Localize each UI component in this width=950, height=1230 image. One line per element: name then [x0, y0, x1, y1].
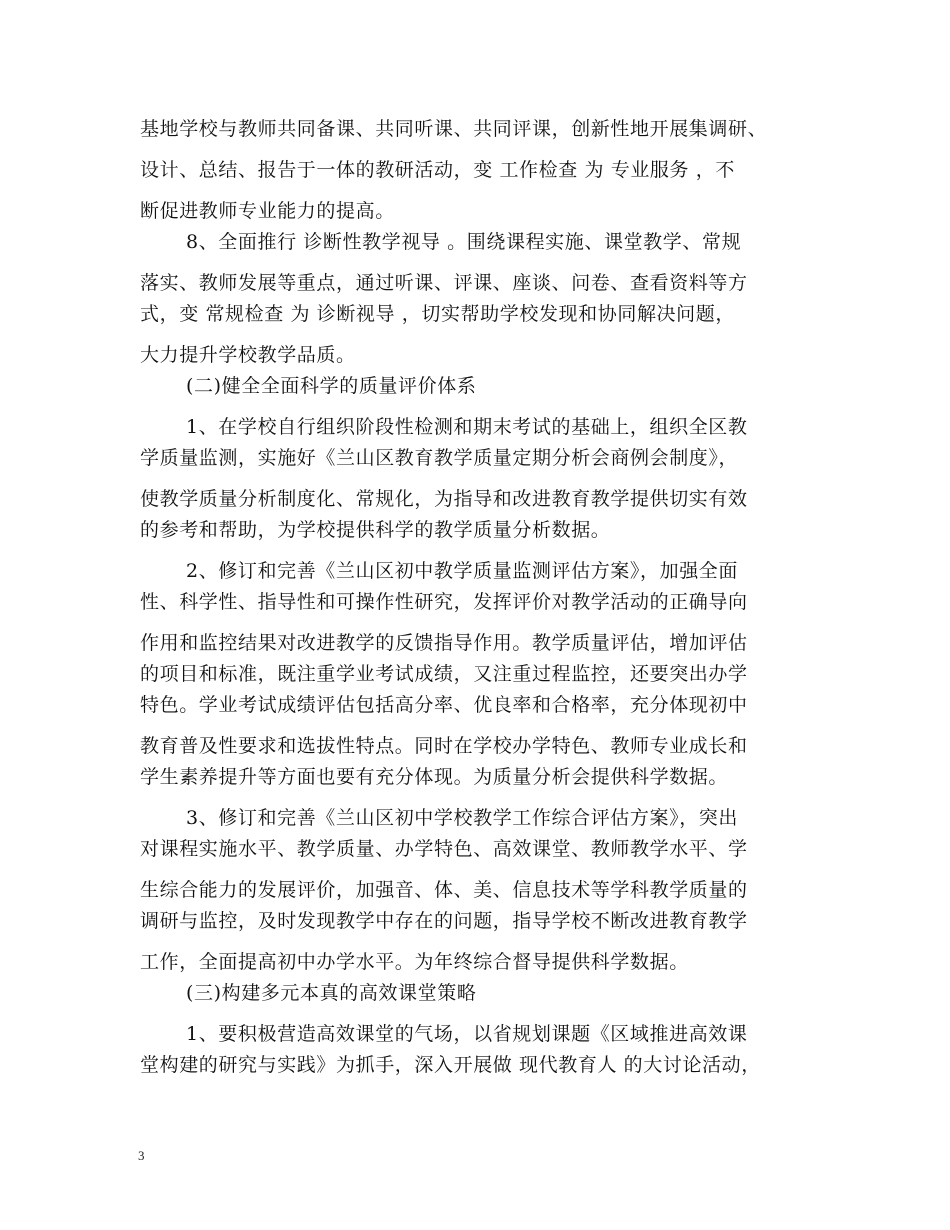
text-line: 学生素养提升等方面也要有充分体现。为质量分析会提供科学数据。 — [140, 766, 729, 788]
text-line: 特色。学业考试成绩评估包括高分率、优良率和合格率，充分体现初中 — [140, 694, 748, 716]
text-line: 设计、总结、报告于一体的教研活动，变 工作检查 为 专业服务 ，不 — [140, 159, 735, 181]
text-line: 1、在学校自行组织阶段性检测和期末考试的基础上，组织全区教 — [186, 416, 748, 438]
text-line: 性、科学性、指导性和可操作性研究，发挥评价对教学活动的正确导向 — [140, 591, 748, 613]
text-line: 2、修订和完善《兰山区初中教学质量监测评估方案》，加强全面 — [186, 560, 738, 582]
text-line: 基地学校与教师共同备课、共同听课、共同评课，创新性地开展集调研、 — [140, 118, 768, 140]
text-line: 落实、教师发展等重点，通过听课、评课、座谈、问卷、查看资料等方 — [140, 272, 748, 294]
text-line: 生综合能力的发展评价，加强音、体、美、信息技术等学科教学质量的 — [140, 879, 748, 901]
page-number: 3 — [138, 1148, 145, 1163]
text-line: 3、修订和完善《兰山区初中学校教学工作综合评估方案》，突出 — [186, 807, 738, 829]
text-line: 8、全面推行 诊断性教学视导 。围绕课程实施、课堂教学、常规 — [186, 231, 742, 253]
text-line: 对课程实施水平、教学质量、办学特色、高效课堂、教师教学水平、学 — [140, 838, 748, 860]
text-line: 式，变 常规检查 为 诊断视导 ，切实帮助学校发现和协同解决问题， — [140, 303, 735, 325]
text-line: 教育普及性要求和选拔性特点。同时在学校办学特色、教师专业成长和 — [140, 735, 748, 757]
text-line: 1、要积极营造高效课堂的气场，以省规划课题《区域推进高效课 — [186, 1023, 748, 1045]
text-line: 作用和监控结果对改进教学的反馈指导作用。教学质量评估，增加评估 — [140, 632, 748, 654]
text-line: 大力提升学校教学品质。 — [140, 344, 356, 366]
text-line: 的项目和标准，既注重学业考试成绩，又注重过程监控，还要突出办学 — [140, 663, 748, 685]
section-heading: (二)健全全面科学的质量评价体系 — [186, 375, 477, 397]
text-line: 调研与监控，及时发现教学中存在的问题，指导学校不断改进教育教学 — [140, 910, 748, 932]
text-line: 使教学质量分析制度化、常规化，为指导和改进教育教学提供切实有效 — [140, 488, 748, 510]
section-heading: (三)构建多元本真的高效课堂策略 — [186, 982, 477, 1004]
text-line: 堂构建的研究与实践》为抓手，深入开展做 现代教育人 的大讨论活动， — [140, 1054, 761, 1076]
text-line: 断促进教师专业能力的提高。 — [140, 200, 395, 222]
text-line: 的参考和帮助，为学校提供科学的教学质量分析数据。 — [140, 519, 611, 541]
text-line: 工作，全面提高初中办学水平。为年终综合督导提供科学数据。 — [140, 951, 689, 973]
text-line: 学质量监测，实施好《兰山区教育教学质量定期分析会商例会制度》， — [140, 447, 739, 469]
